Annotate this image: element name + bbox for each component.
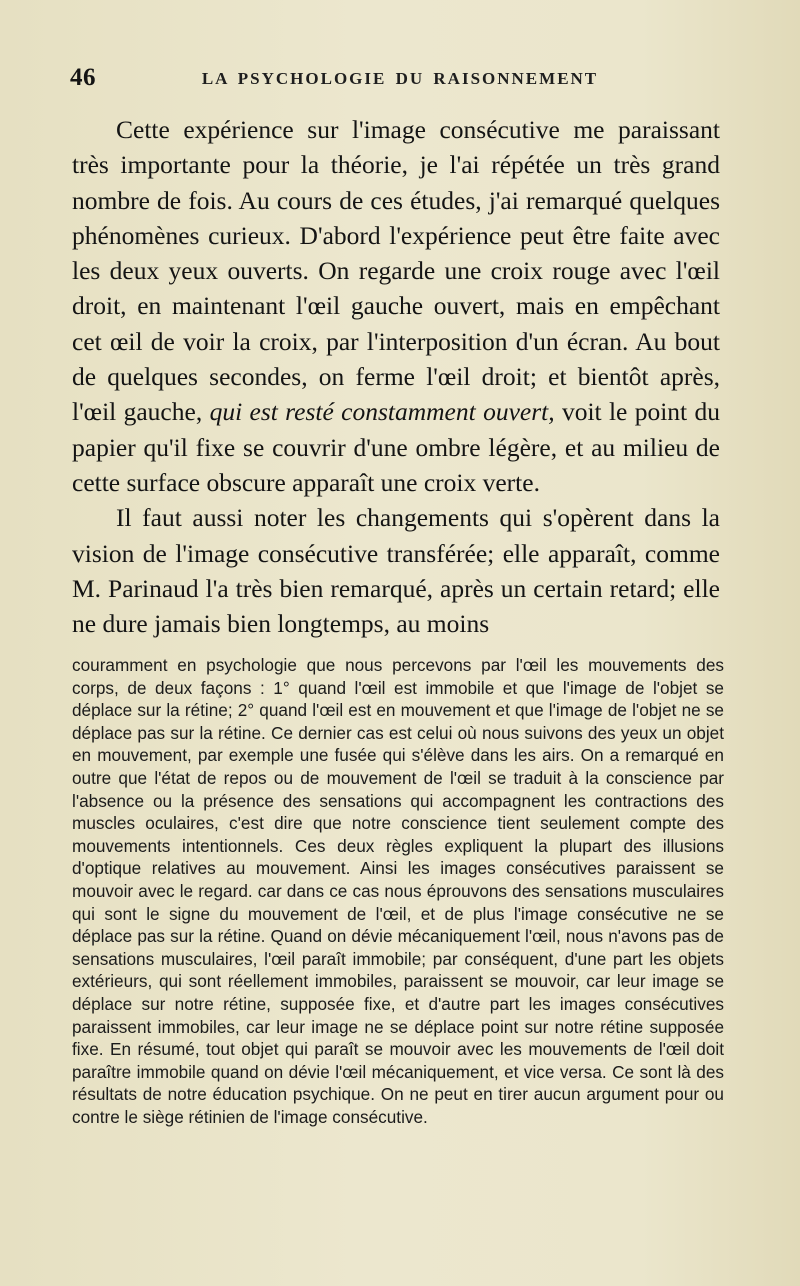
running-title: LA PSYCHOLOGIE DU RAISONNEMENT xyxy=(201,69,599,88)
footnote xyxy=(72,654,724,1128)
paragraph xyxy=(72,112,720,500)
paragraph-text: Cette expérience sur l'image consécutive me paraissant très importante pour la théorie, je l'ai répétée un très grand nombre de fois. Au cours de ces études, j'ai remarqué quelques phénomènes curieux. D'abord l'expérience peut être faite avec les deux yeux ouverts. On regarde une croix rouge avec l'œil droit, en maintenant l'œil gauche ouvert, mais en empêchant cet œil de voir la croix, par l'interposition d'un écran. Au bout de quelques secondes, on ferme l'œil droit; et bientôt après, l'œil gauche, xyxy=(72,115,720,427)
paragraph-text: voit le point du papier qu'il fixe se couvrir d'une ombre légère, et au milieu de cette surface obscure apparaît une croix verte. xyxy=(72,397,720,497)
main-text xyxy=(72,112,720,641)
italic-phrase: qui est resté constamment ouvert, xyxy=(209,397,555,427)
page-number: 46 xyxy=(70,64,96,91)
footnote-text: couramment en psychologie que nous percevons par l'œil les mouvements des corps, de deux façons : 1° quand l'œil est immobile et que l'image de l'objet se déplace sur la rétine; 2° quand l'œil est en mouvement et que l'image de l'objet ne se déplace pas sur la rétine. Ce dernier cas est celui où nous suivons des yeux un objet en mouvement, par exemple une fusée qui s'élève dans les airs. On a remarqué en outre que l'état de repos ou de mouvement de l'œil se traduit à la conscience par l'absence ou la présence des sensations qui accompagnent les contractions des muscles oculaires, c'est dire que notre conscience tient seulement compte des mouvements intentionnels. Ces deux règles expliquent la plupart des illusions d'optique relatives au mouvement. Ainsi les images consécutives paraissent se mouvoir avec le regard. car dans ce cas nous éprouvons des sensations musculaires qui sont le signe du mouvement de l'œil, et de plus l'image consécutive ne se déplace pas sur la rétine. Quand on dévie mécaniquement l'œil, nous n'avons pas de sensations musculaires, l'œil paraît immobile; par conséquent, d'une part les objets extérieurs, qui sont réellement immobiles, paraissent se mouvoir, car leur image se déplace sur notre rétine, supposée fixe, et d'autre part les images consécutives paraissent immobiles, car leur image ne se déplace point sur notre rétine supposée fixe. En résumé, tout objet qui paraît se mouvoir avec les mouvements de l'œil doit paraître immobile quand on dévie l'œil mécaniquement, et vice versa. Ce sont là des résultats de notre éducation psychique. On ne peut en tirer aucun argument pour ou contre le siège rétinien de l'image consécutive. xyxy=(72,655,724,1127)
paragraph: Il faut aussi noter les changements qui s'opèrent dans la vision de l'image consécutive transférée; elle apparaît, comme M. Parinaud l'a très bien remarqué, après un certain retard; elle ne dure jamais bien longtemps, au moins xyxy=(72,503,720,639)
page-header xyxy=(70,64,730,94)
